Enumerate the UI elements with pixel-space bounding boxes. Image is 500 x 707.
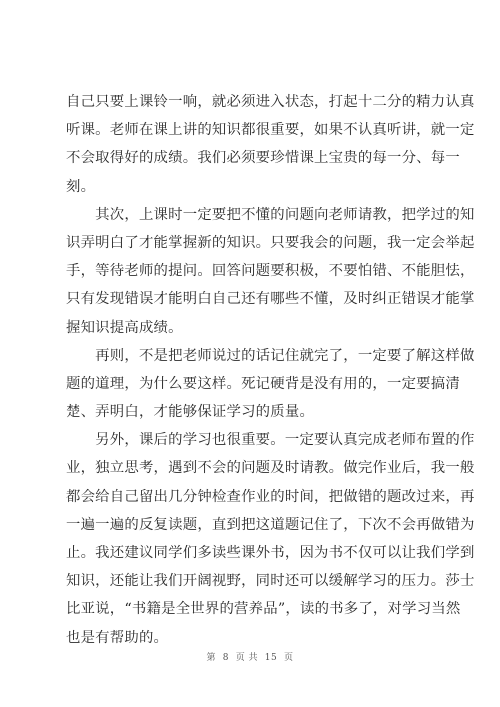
text-line: 再则，不是把老师说过的话记住就完了，一定要了解这样做 — [66, 347, 475, 364]
text-line: 比亚说，“书籍是全世界的营养品”，读的书多了，对学习当然 — [66, 601, 461, 618]
text-line: 楚、弄明白，才能够保证学习的质量。 — [66, 404, 315, 421]
text-line: 自己只要上课铃一响，就必须进入状态，打起十二分的精力认真 — [66, 94, 475, 110]
text-line: 只有发现错误才能明白自己还有哪些不懂，及时纠正错误才能掌 — [66, 291, 475, 308]
document-body — [66, 88, 475, 652]
text-line: 其次，上课时一定要把不懂的问题向老师请教，把学过的知 — [66, 206, 475, 223]
text-line: 刻。 — [66, 178, 96, 195]
text-line: 另外，课后的学习也很重要。一定要认真完成老师布置的作 — [66, 432, 475, 449]
text-line: 听课。老师在课上讲的知识都很重要，如果不认真听讲，就一定 — [66, 122, 475, 139]
page-footer: 第 8 页 共 15 页 — [206, 653, 294, 663]
text-line: 不会取得好的成绩。我们必须要珍惜课上宝贵的每一分、每一 — [66, 150, 460, 167]
text-line: 识弄明白了才能掌握新的知识。只要我会的问题，我一定会举起 — [66, 234, 475, 251]
text-line: 业，独立思考，遇到不会的问题及时请教。做完作业后，我一般 — [66, 460, 475, 477]
text-line: 握知识提高成绩。 — [66, 319, 183, 336]
text-line: 都会给自己留出几分钟检查作业的时间，把做错的题改过来，再 — [66, 488, 475, 505]
text-line: 知识，还能让我们开阔视野，同时还可以缓解学习的压力。莎士 — [66, 573, 475, 590]
text-line: 手，等待老师的提问。回答问题要积极，不要怕错、不能胆怯， — [66, 263, 475, 280]
text-line: 一遍一遍的反复读题，直到把这道题记住了，下次不会再做错为 — [66, 516, 475, 533]
text-line: 也是有帮助的。 — [66, 629, 169, 646]
text-line: 题的道理，为什么要这样。死记硬背是没有用的，一定要搞清 — [66, 375, 460, 392]
text-line: 止。我还建议同学们多读些课外书，因为书不仅可以让我们学到 — [66, 545, 475, 561]
